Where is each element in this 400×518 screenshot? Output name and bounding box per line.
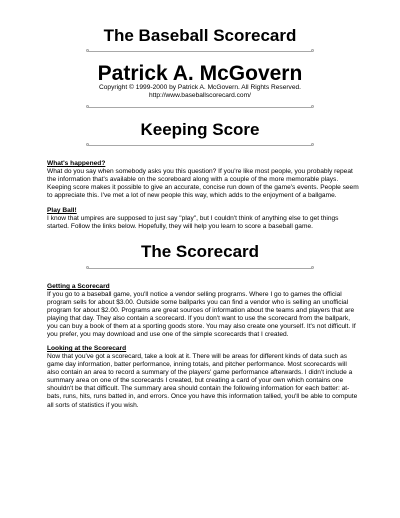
section-heading-keeping-score: Keeping Score bbox=[140, 120, 260, 139]
subheading-play-ball: Play Ball! bbox=[47, 207, 77, 214]
author-name: Patrick A. McGovern bbox=[97, 62, 303, 85]
divider bbox=[88, 51, 312, 52]
paragraph-play-ball: I know that umpires are supposed to just say "play", but I couldn't think of anything else to get things started. Follow the links below. Hopefully, they will help you learn to score a baseball game. bbox=[47, 215, 339, 231]
paragraph-looking-scorecard: Now that you've got a scorecard, take a look at it. There will be areas for different kinds of data such as game day information, batter performance, inning totals, and pitcher performance. Most scorecards will also contain an area to record a summary of the players' game performance afterwards. I didn't include a summary area on one of the scorecards I created, but creating a card of your own which contains one shouldn't be that difficult. The summary area should contain the following information for each batter: at-bats, runs, hits, runs batted in, and errors. Once you have this information tallied, you'll be able to compute all sorts of statistics if you wish. bbox=[47, 353, 358, 409]
divider bbox=[88, 107, 312, 108]
divider-dot bbox=[86, 266, 89, 269]
paragraph-getting-scorecard: If you go to a baseball game, you'll notice a vendor selling programs. Where I go to games the official program sells for about $3.00. Outside some ballparks you can find a vendor who is selling an unofficial program for about $2.00. Programs are great sources of information about the teams and players that are playing that day. They also contain a scorecard. If you don't want to use the scorecard from the ballpark, you can buy a book of them at a sporting goods store. You may also create one yourself. It's not difficult. If you prefer, you may download and use one of the simple scorecards that I created. bbox=[47, 291, 356, 339]
divider-dot bbox=[311, 266, 314, 269]
divider-dot bbox=[311, 49, 314, 52]
copyright-line: Copyright © 1999-2000 by Patrick A. McGovern. All Rights Reserved. bbox=[98, 84, 302, 91]
subheading-whats-happened: What's happened? bbox=[47, 160, 106, 167]
subheading-looking-scorecard: Looking at the Scorecard bbox=[47, 345, 127, 352]
paragraph-whats-happened: What do you say when somebody asks you this question? If you're like most people, you probably repeat the information that's available on the scoreboard along with a couple of the more memorable plays. Keeping score makes it possible to give an accurate, concise run down of the game's events. People seem to appreciate this. I've met a lot of new people this way, which adds to the enjoyment of a ballgame. bbox=[47, 168, 359, 200]
divider bbox=[88, 268, 312, 269]
divider bbox=[88, 145, 312, 146]
subheading-getting-scorecard: Getting a Scorecard bbox=[47, 283, 110, 290]
divider-dot bbox=[311, 105, 314, 108]
divider-dot bbox=[86, 143, 89, 146]
divider-dot bbox=[86, 49, 89, 52]
divider-dot bbox=[311, 143, 314, 146]
page-title: The Baseball Scorecard bbox=[103, 26, 297, 45]
section-heading-the-scorecard: The Scorecard bbox=[140, 242, 260, 261]
divider-dot bbox=[86, 105, 89, 108]
site-url: http://www.baseballscorecard.com/ bbox=[149, 92, 251, 99]
